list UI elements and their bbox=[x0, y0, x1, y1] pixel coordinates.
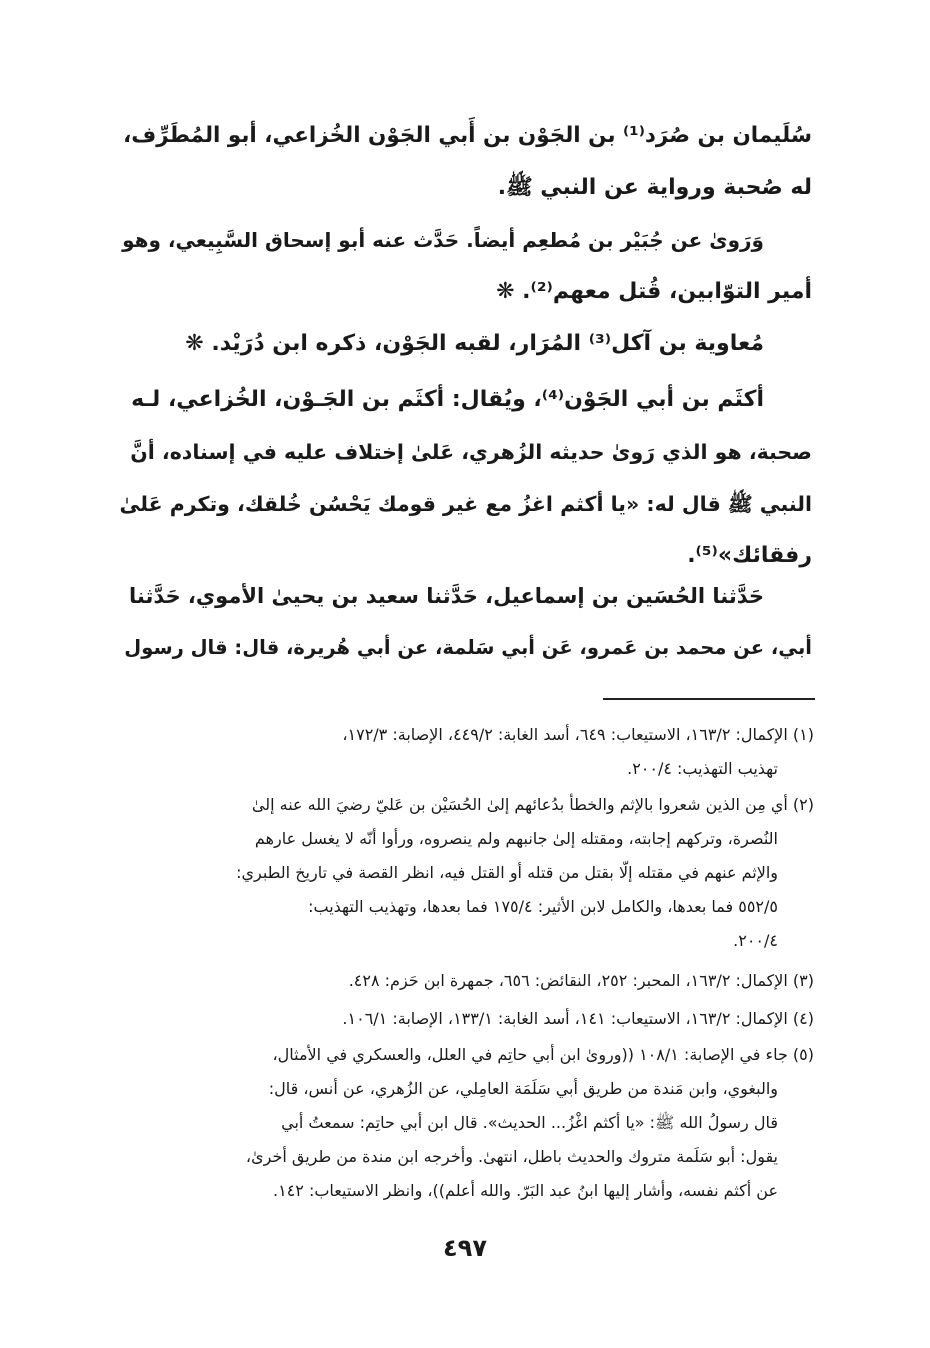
body-line: النبي ﷺ قال له: «يا أكثم اغزُ مع غير قومك يَحْسُن خُلقك، وتكرم عَلىٰ bbox=[120, 492, 812, 516]
body-line: مُعاوية بن آكل⁽³⁾ المُرَار، لقبه الجَوْن، ذكره ابن دُرَيْد. ❋ bbox=[185, 331, 764, 356]
body-line: رفقائك»⁽⁵⁾. bbox=[687, 543, 812, 568]
footnote-line: والإثم عنهم في مقتله إلّا بقتل من قتله أو القتل فيه، انظر القصة في تاريخ الطبري: bbox=[236, 863, 778, 882]
footnote-5 bbox=[120, 1038, 814, 1208]
entry-muawiya bbox=[120, 318, 812, 370]
footnote-line: (٣) الإكمال: ١٦٣/٢، المحبر: ٢٥٢، النقائض: ٦٥٦، جمهرة ابن حَزم: ٤٢٨. bbox=[348, 971, 814, 990]
entry-hadith-chain bbox=[120, 570, 812, 674]
footnote-line: ٢٠٠/٤. bbox=[733, 931, 778, 950]
footnote-line: (٢) أي مِن الذين شعروا بالإثم والخطأ بدُعائهم إلىٰ الحُسَيْن بن عَليّ رضيَ الله عنه إلىٰ bbox=[251, 795, 814, 814]
footnote-1 bbox=[120, 718, 814, 786]
footnote-line: يقول: أبو سَلَمة متروك والحديث باطل، انتهىٰ. وأخرجه ابن مندة من طريق أخرىٰ، bbox=[245, 1147, 778, 1166]
body-line: حَدَّثنا الحُسَين بن إسماعيل، حَدَّثنا سعيد بن يحيىٰ الأموي، حَدَّثنا bbox=[129, 584, 764, 608]
footnote-line: عن أكثم نفسه، وأشار إليها ابنُ عبد البَرّ. والله أعلم))، وانظر الاستيعاب: ١٤٢. bbox=[273, 1181, 778, 1200]
body-line: وَرَوىٰ عن جُبَيْر بن مُطعِم أيضاً. حَدَّث عنه أبو إسحاق السَّبِيعي، وهو bbox=[122, 228, 764, 252]
footnote-line: (١) الإكمال: ١٦٣/٢، الاستيعاب: ٦٤٩، أسد الغابة: ٤٤٩/٢، الإصابة: ١٧٢/٣، bbox=[342, 725, 814, 744]
body-line: أكثَم بن أبي الجَوْن⁽⁴⁾، ويُقال: أكثَم بن الجَـوْن، الخُزاعي، لـه bbox=[131, 387, 764, 412]
body-line: سُلَيمان بن صُرَد⁽¹⁾ بن الجَوْن بن أَبي الجَوْن الخُزاعي، أبو المُطَرِّف، bbox=[123, 123, 812, 148]
footnote-3 bbox=[120, 964, 814, 998]
body-line: أبي، عن محمد بن عَمرو، عَن أبي سَلمة، عن أبي هُريرة، قال: قال رسول bbox=[124, 636, 812, 659]
entry-sulayman-narration bbox=[120, 214, 812, 318]
footnote-4 bbox=[120, 1002, 814, 1036]
page-number: ٤٩٧ bbox=[443, 1234, 487, 1262]
body-line: له صُحبة ورواية عن النبي ﷺ. bbox=[497, 175, 812, 200]
footnote-line: (٥) جاء في الإصابة: ١٠٨/١ ((وروىٰ ابن أبي حاتِم في العلل، والعسكري في الأمثال، bbox=[272, 1045, 814, 1064]
footnote-line: والبغوي، وابن مَندة من طريق أبي سَلَمَة العامِلي، عن الزُهري، عن أنس، قال: bbox=[268, 1079, 778, 1098]
entry-sulayman bbox=[120, 110, 812, 214]
footnote-line: النُصرة، وتركهم إجابته، ومقتله إلىٰ جانبهم ولم ينصروه، ورأوا أنّه لا يغسل عارهم bbox=[254, 829, 778, 848]
footnote-line: (٤) الإكمال: ١٦٣/٢، الاستيعاب: ١٤١، أسد الغابة: ١٣٣/١، الإصابة: ١٠٦/١. bbox=[342, 1009, 814, 1028]
body-line: أمير التوّابين، قُتل معهم⁽²⁾. ❋ bbox=[496, 279, 812, 304]
footnote-2 bbox=[120, 788, 814, 958]
entry-aktham bbox=[120, 374, 812, 582]
footnote-separator bbox=[603, 698, 815, 700]
body-line: صحبة، هو الذي رَوىٰ حديثه الزُهري، عَلىٰ إختلاف عليه في إسناده، أنَّ bbox=[130, 440, 812, 464]
footnote-line: تهذيب التهذيب: ٢٠٠/٤. bbox=[627, 759, 778, 778]
footnote-line: ٥٥٢/٥ فما بعدها، والكامل لابن الأثير: ١٧٥/٤ فما بعدها، وتهذيب التهذيب: bbox=[308, 897, 778, 916]
footnote-line: قال رسولُ الله ﷺ: «يا أكثم اغْزُ... الحديث». قال ابن أبي حاتِم: سمعتُ أبي bbox=[281, 1113, 778, 1132]
